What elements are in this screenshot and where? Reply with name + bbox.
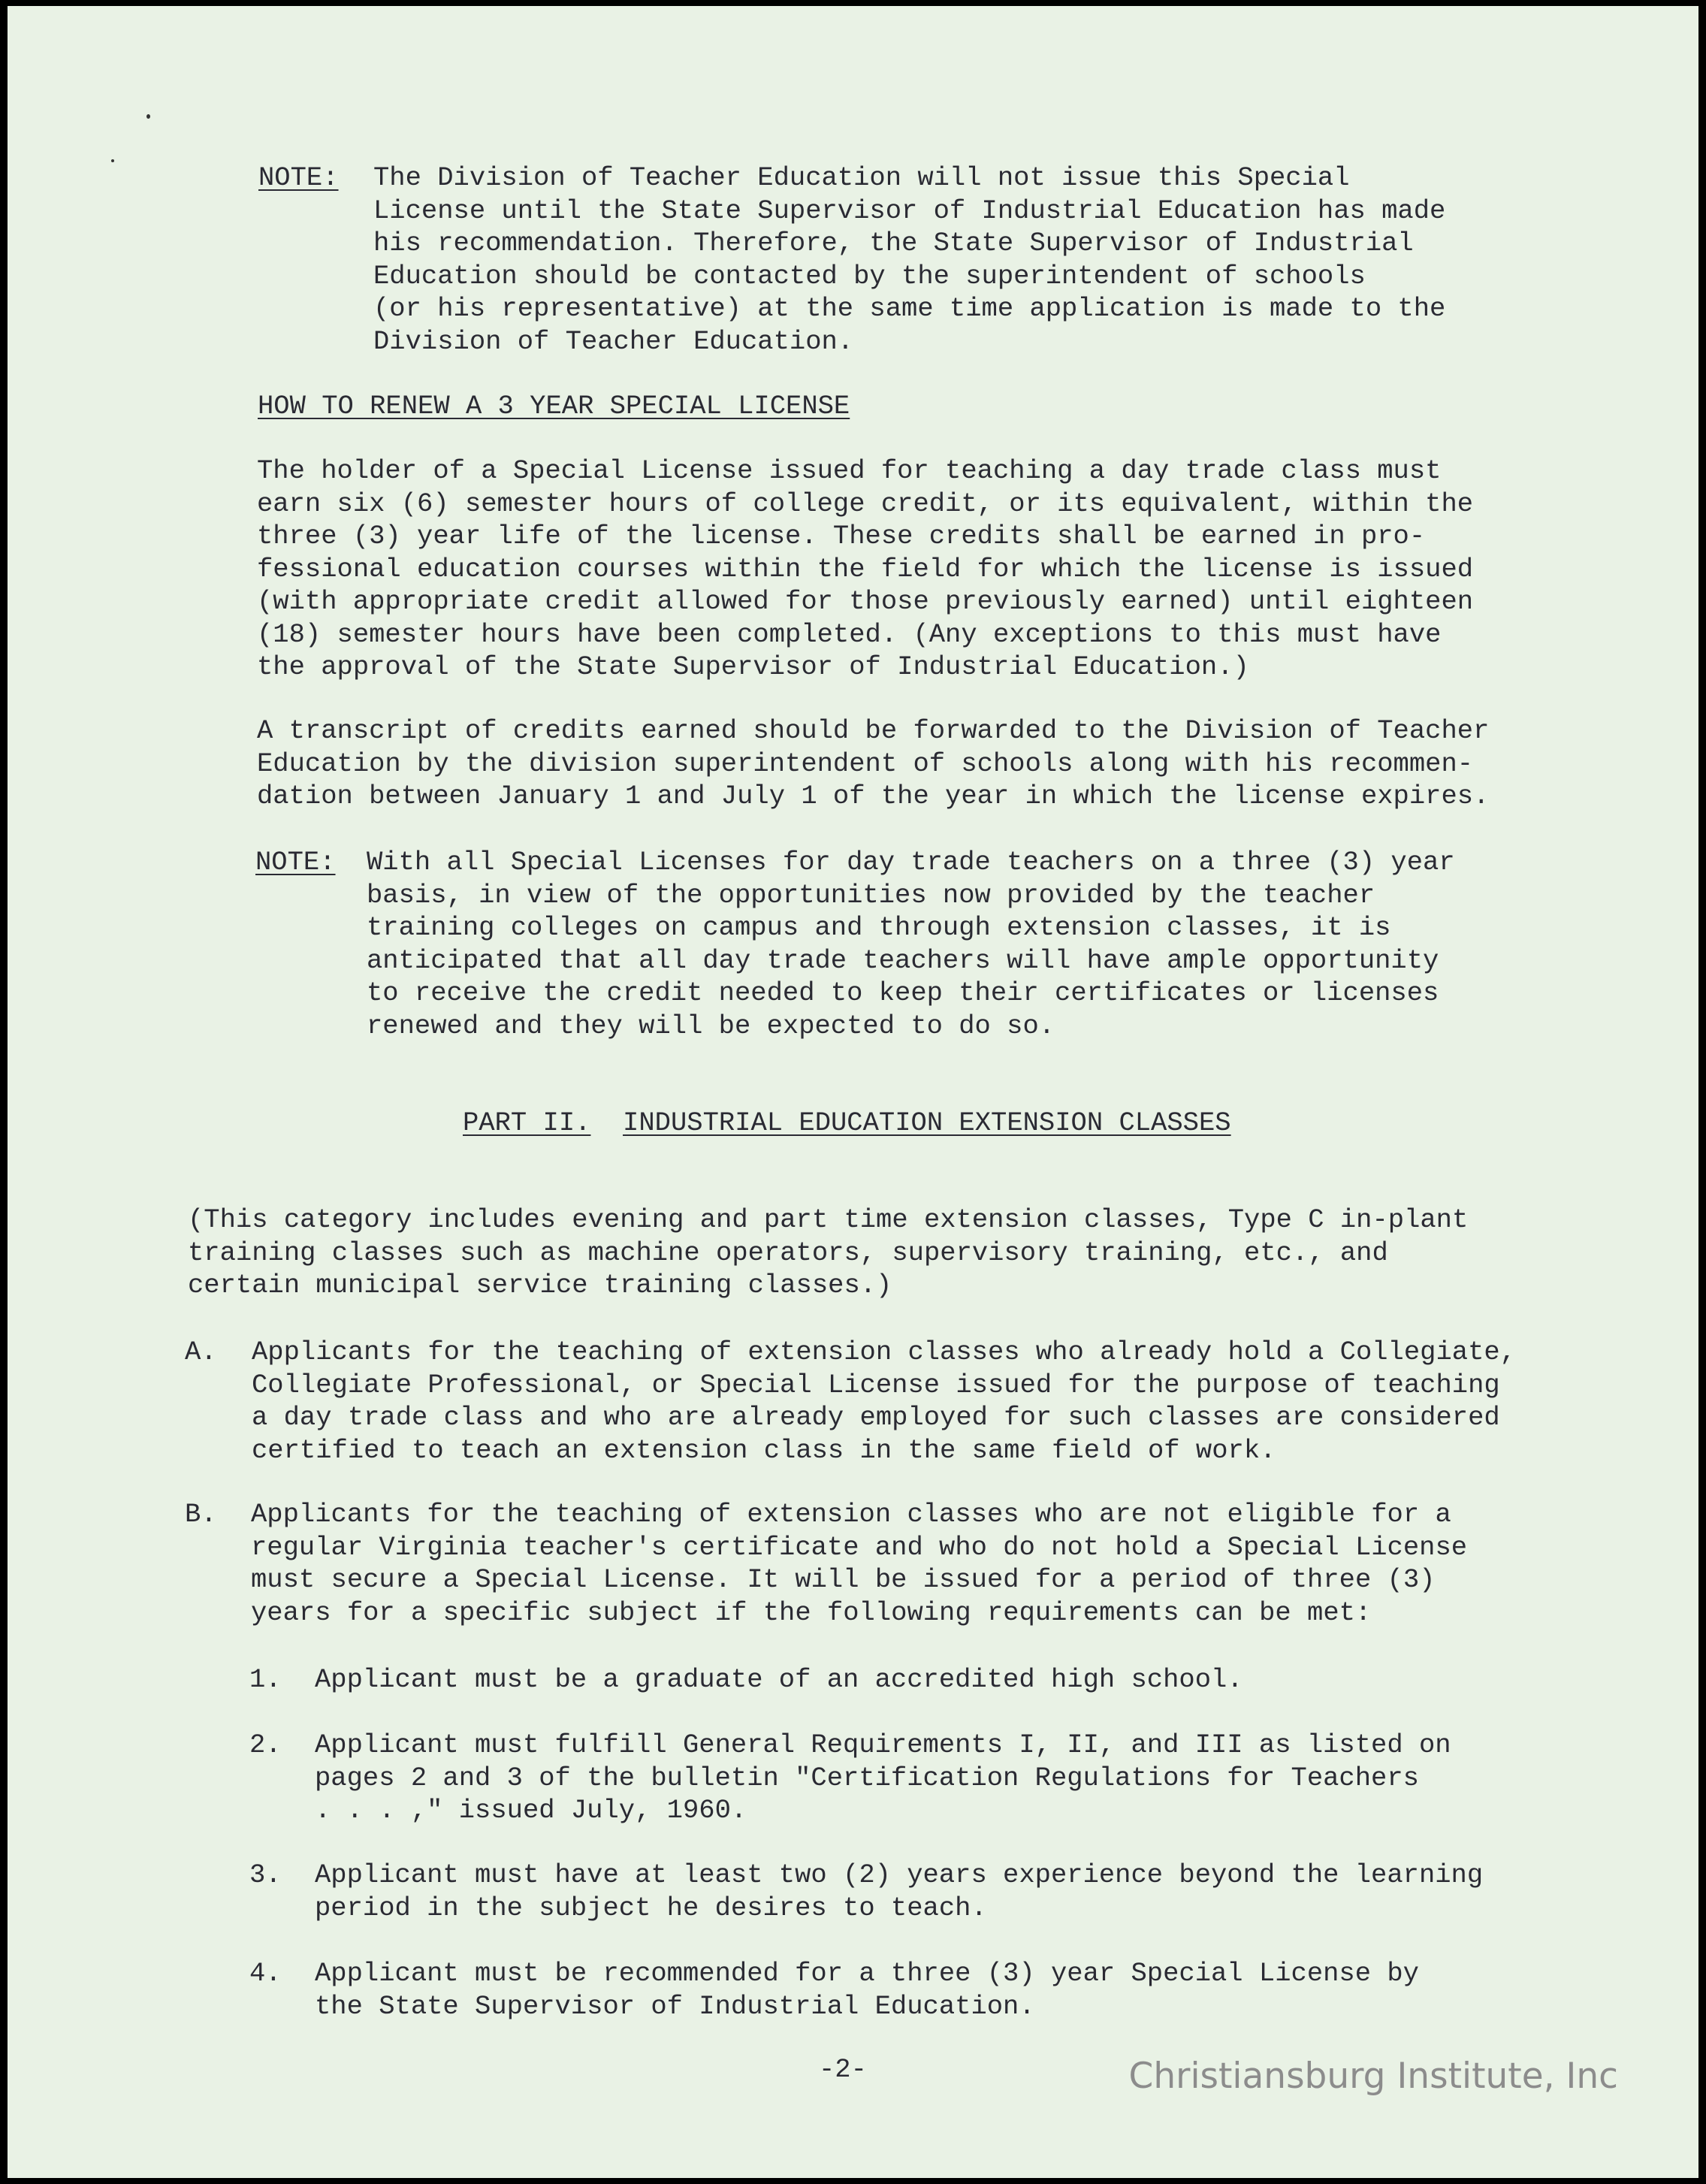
paragraph-line: (This category includes evening and part time extension classes, Type C in-plant xyxy=(188,1204,1469,1235)
paragraph-line: training classes such as machine operators, supervisory training, etc., and xyxy=(188,1237,1388,1268)
list-line: Applicants for the teaching of extension classes who already hold a Collegiate, xyxy=(252,1337,1516,1367)
paragraph-line: Education by the division superintendent of schools along with his recommen- xyxy=(257,748,1474,779)
list-marker: A. xyxy=(185,1337,217,1367)
note-line: Education should be contacted by the superintendent of schools xyxy=(373,260,1366,292)
list-line: the State Supervisor of Industrial Education. xyxy=(315,1990,1035,2022)
requirement-text xyxy=(315,1957,1592,2022)
requirement-text xyxy=(315,1663,1592,1696)
part-ii-intro xyxy=(188,1204,1468,1302)
note-line: With all Special Licenses for day trade teachers on a three (3) year xyxy=(367,847,1455,878)
paragraph-line: the approval of the State Supervisor of Industrial Education.) xyxy=(257,651,1249,682)
note-line: License until the State Supervisor of Industrial Education has made xyxy=(373,195,1446,226)
paragraph-transcript xyxy=(257,714,1489,813)
list-line: Applicant must have at least two (2) years experience beyond the learning xyxy=(315,1859,1484,1890)
paragraph-line: The holder of a Special License issued for teaching a day trade class must xyxy=(257,455,1442,486)
paragraph-line: earn six (6) semester hours of college credit, or its equivalent, within the xyxy=(257,488,1474,519)
document-page xyxy=(8,6,1698,2178)
list-marker: B. xyxy=(185,1499,217,1530)
note-line: The Division of Teacher Education will not issue this Special xyxy=(373,162,1350,193)
note-label: NOTE: xyxy=(255,847,336,878)
note-line: to receive the credit needed to keep their certificates or licenses xyxy=(367,977,1439,1008)
section-heading-renew xyxy=(258,390,850,423)
part-ii-heading xyxy=(463,1107,1231,1140)
list-line: Applicant must be a graduate of an accredited high school. xyxy=(315,1664,1243,1695)
list-line: pages 2 and 3 of the bulletin "Certification Regulations for Teachers xyxy=(315,1762,1419,1793)
note-line: basis, in view of the opportunities now provided by the teacher xyxy=(367,879,1375,911)
list-line: Applicants for the teaching of extension classes who are not eligible for a xyxy=(251,1499,1451,1530)
note-line: his recommendation. Therefore, the State Supervisor of Industrial xyxy=(373,228,1414,258)
note-line: training colleges on campus and through extension classes, it is xyxy=(367,912,1391,943)
page-number-text: -2- xyxy=(819,2054,867,2085)
list-line: Applicant must fulfill General Requirements I, II, and III as listed on xyxy=(315,1729,1451,1760)
list-item-text xyxy=(251,1498,1603,1629)
note-line: (or his representative) at the same time application is made to the xyxy=(373,293,1446,324)
paragraph-renewal xyxy=(257,455,1473,684)
requirement-text xyxy=(315,1729,1592,1827)
paragraph-line: (18) semester hours have been completed. (Any exceptions to this must have xyxy=(257,618,1442,650)
paragraph-line: three (3) year life of the license. These credits shall be earned in pro- xyxy=(257,521,1426,551)
list-line: years for a specific subject if the following requirements can be met: xyxy=(251,1596,1372,1628)
note-line: renewed and they will be expected to do so. xyxy=(367,1010,1055,1041)
list-line: Collegiate Professional, or Special License issued for the purpose of teaching xyxy=(252,1369,1500,1400)
list-line: must secure a Special License. It will be issued for a period of three (3) xyxy=(251,1564,1436,1595)
list-line: regular Virginia teacher's certificate and who do not hold a Special License xyxy=(251,1531,1468,1563)
list-marker: 4. xyxy=(249,1958,282,1989)
note-line: anticipated that all day trade teachers will have ample opportunity xyxy=(367,944,1439,976)
paragraph-line: A transcript of credits earned should be forwarded to the Division of Teacher xyxy=(257,715,1490,746)
paragraph-line: (with appropriate credit allowed for those previously earned) until eighteen xyxy=(257,586,1474,617)
list-item-text xyxy=(252,1336,1604,1467)
paper-speck xyxy=(111,159,114,162)
list-marker: 2. xyxy=(249,1729,282,1760)
part-heading-line xyxy=(463,1107,1231,1140)
note-line: Division of Teacher Education. xyxy=(373,325,854,357)
list-line: a day trade class and who are already employed for such classes are considered xyxy=(252,1402,1500,1433)
watermark: Christiansburg Institute, Inc xyxy=(1128,2056,1618,2097)
note-label: NOTE: xyxy=(258,162,339,193)
list-line: period in the subject he desires to teach. xyxy=(315,1892,987,1923)
paragraph-line: dation between January 1 and July 1 of the year in which the license expires. xyxy=(257,781,1490,811)
paper-speck xyxy=(146,114,150,119)
note-text xyxy=(367,846,1681,1042)
paragraph-line: fessional education courses within the field for which the license is issued xyxy=(257,553,1474,585)
part-title: INDUSTRIAL EDUCATION EXTENSION CLASSES xyxy=(623,1107,1231,1138)
paragraph-line: certain municipal service training classes.) xyxy=(188,1270,892,1300)
note-text xyxy=(373,162,1688,358)
list-marker: 1. xyxy=(249,1664,282,1695)
page-number xyxy=(819,2053,867,2086)
heading-text: HOW TO RENEW A 3 YEAR SPECIAL LICENSE xyxy=(258,391,850,421)
list-line: certified to teach an extension class in the same field of work. xyxy=(252,1434,1276,1466)
list-line: . . . ," issued July, 1960. xyxy=(315,1795,747,1826)
requirement-text xyxy=(315,1859,1592,1924)
part-number: PART II. xyxy=(463,1107,591,1138)
list-line: Applicant must be recommended for a three (3) year Special License by xyxy=(315,1958,1419,1989)
list-marker: 3. xyxy=(249,1859,282,1890)
